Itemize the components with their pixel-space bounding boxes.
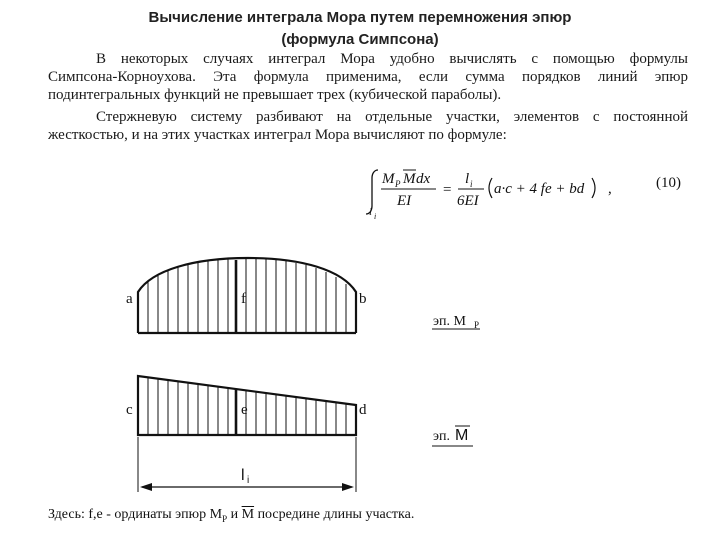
dimension-label-sub: i xyxy=(247,475,250,486)
integral-lower-limit-sub: i xyxy=(374,212,377,221)
page-title-line1: Вычисление интеграла Мора путем перемножения эпюр xyxy=(148,9,572,26)
paragraph-1-line-1: В некоторых случаях интеграл Мора удобно вычислять с помощью формулы xyxy=(96,51,688,67)
dimension-text xyxy=(241,467,249,486)
rhs-denominator: 6EI xyxy=(457,193,479,209)
epure-captions xyxy=(432,314,480,446)
footer-note-middle: и xyxy=(227,507,242,522)
label-f: f xyxy=(241,291,246,307)
dimension-label: l xyxy=(241,467,245,484)
paragraph-2-line-2: жесткостью, и на этих участках интеграл Мора вычисляют по формуле: xyxy=(48,127,507,143)
epure-mp-outline xyxy=(138,258,356,333)
caption-mbar-prefix: эп. xyxy=(433,429,451,444)
rhs-numerator-l: l xyxy=(465,171,470,187)
label-a: a xyxy=(126,291,133,307)
footer-note-sub: P xyxy=(222,513,228,524)
left-paren-icon xyxy=(489,178,492,198)
footer-note-mbar: $\overline{M}$ xyxy=(241,507,255,522)
paragraph-2-line-1: Стержневую систему разбивают на отдельные участки, элементов с постоянной xyxy=(96,109,688,125)
lhs-numerator-m: M xyxy=(382,171,395,187)
label-c: c xyxy=(126,402,133,418)
integral-lower-limit: l xyxy=(369,206,373,218)
arrow-left-icon xyxy=(140,483,152,491)
epure-mp-diagram xyxy=(138,258,356,333)
rhs-numerator-sub: i xyxy=(470,179,473,189)
label-d: d xyxy=(359,402,367,418)
lhs-numerator-mbar: M xyxy=(403,171,416,187)
lhs-numerator-dx: dx xyxy=(416,171,431,187)
label-e: e xyxy=(241,402,248,418)
lhs-numerator-sub: P xyxy=(395,179,401,189)
footer-note xyxy=(48,507,414,524)
paragraph-1-line-3: подинтегральных функций не превышает трех (кубической параболы). xyxy=(48,87,502,103)
right-paren-icon xyxy=(592,178,595,198)
mohr-integral-formula xyxy=(366,170,612,221)
trailing-comma: , xyxy=(608,181,612,197)
arrow-right-icon xyxy=(342,483,354,491)
caption-mbar-symbol: M xyxy=(455,427,469,444)
formula-number: (10) xyxy=(656,175,681,191)
footer-note-prefix: Здесь: f,e - ординаты эпюр M xyxy=(48,507,223,522)
footer-note-suffix: посредине длины участка. xyxy=(254,507,415,522)
equals-sign: = xyxy=(443,182,452,198)
lhs-denominator: EI xyxy=(397,193,412,209)
paragraph-1-line-2: Симпсона-Корноухова. Эта формула применима, если сумма порядков линий эпюр xyxy=(48,69,688,85)
epure-mp-hatching xyxy=(148,258,346,333)
page-title-line2: (формула Симпсона) xyxy=(281,31,439,48)
caption-mp: эп. M xyxy=(433,314,466,329)
caption-mp-sub: P xyxy=(474,320,480,330)
label-b: b xyxy=(359,291,367,307)
bracket-expression: a·c + 4 fe + bd xyxy=(494,181,585,197)
